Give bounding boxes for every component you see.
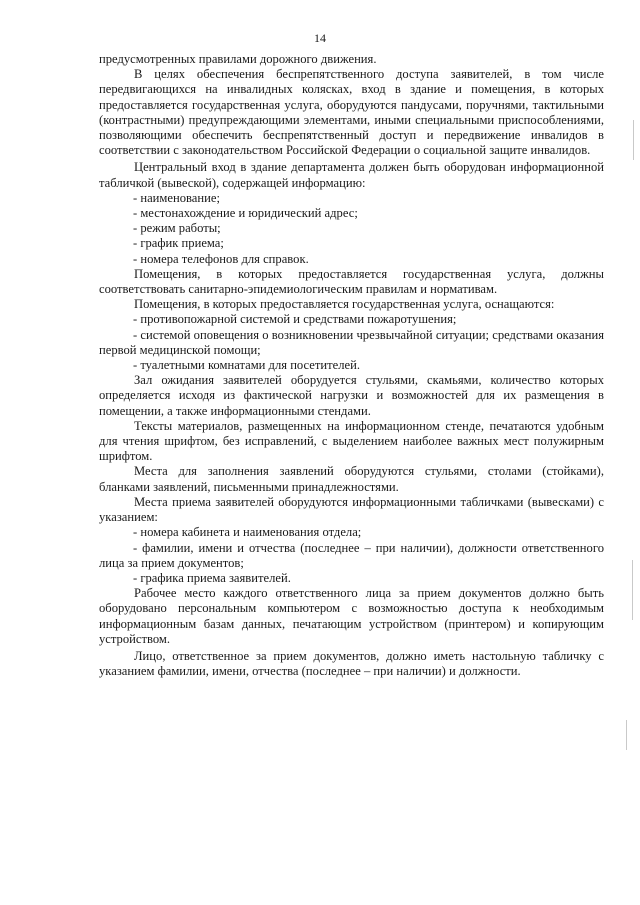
paragraph: Помещения, в которых предоставляется государственная услуга, оснащаются: [134, 297, 555, 312]
list-item: - противопожарной системой и средствами пожаротушения; [133, 312, 457, 327]
paragraph: Рабочее место каждого ответственного лица за прием документов должно быть оборудовано персональным компьютером с возможностью доступа к необходимым информационным базам данных, печатающим устройством (принтером) и копирующим устройством. [99, 586, 604, 646]
list-item: - системой оповещения о возникновении чрезвычайной ситуации; средствами оказания первой медицинской помощи; [99, 327, 604, 357]
paragraph: предусмотренных правилами дорожного движения. [99, 52, 377, 66]
list-item: - наименование; [133, 190, 220, 205]
paragraph: Зал ожидания заявителей оборудуется стульями, скамьями, количество которых определяется исходя из фактической нагрузки и возможностей для их размещения в помещении, а также информационными стендами. [99, 373, 604, 418]
list-item: - туалетными комнатами для посетителей. [133, 358, 360, 373]
paragraph: Лицо, ответственное за прием документов, должно иметь настольную табличку с указанием фамилии, имени, отчества (последнее – при наличии) и должности. [99, 648, 604, 679]
list-item: - графика приема заявителей. [133, 570, 291, 585]
list-item: - режим работы; [133, 221, 221, 236]
paragraph: Места приема заявителей оборудуются информационными табличками (вывесками) с указанием: [99, 494, 604, 525]
paragraph: Тексты материалов, размещенных на информационном стенде, печатаются удобным для чтения шрифтом, без исправлений, с выделением наиболее важных мест полужирным шрифтом. [99, 418, 604, 464]
list-item: - номера телефонов для справок. [133, 251, 309, 266]
document-body [99, 52, 604, 679]
list-item: - номера кабинета и наименования отдела; [133, 525, 362, 540]
page-number: 14 [314, 31, 326, 45]
scan-artifact [626, 720, 627, 750]
paragraph: Центральный вход в здание департамента должен быть оборудован информационной табличкой (вывеской), содержащей информацию: [99, 160, 604, 190]
scan-artifact [633, 120, 634, 160]
paragraph: Помещения, в которых предоставляется государственная услуга, должны соответствовать санитарно-эпидемиологическим правилам и нормативам. [99, 266, 604, 297]
paragraph: Места для заполнения заявлений оборудуются стульями, столами (стойками), бланками заявлений, письменными принадлежностями. [99, 464, 604, 494]
list-item: - график приема; [133, 236, 224, 251]
scan-artifact [632, 560, 633, 620]
list-item: - местонахождение и юридический адрес; [133, 206, 358, 221]
paragraph: В целях обеспечения беспрепятственного доступа заявителей, в том числе передвигающихся на инвалидных колясках, вход в здание и помещения, в которых предоставляется государственная услуга, оборудуются пандусами, поручнями, тактильными (контрастными) предупреждающими элементами, иными специальными приспособлениями, позволяющими обеспечить беспрепятственный доступ и передвижение инвалидов в соответствии с законодательством Российской Федерации о социальной защите инвалидов. [99, 67, 604, 158]
list-item: - фамилии, имени и отчества (последнее – при наличии), должности ответственного лица за прием документов; [99, 540, 604, 570]
